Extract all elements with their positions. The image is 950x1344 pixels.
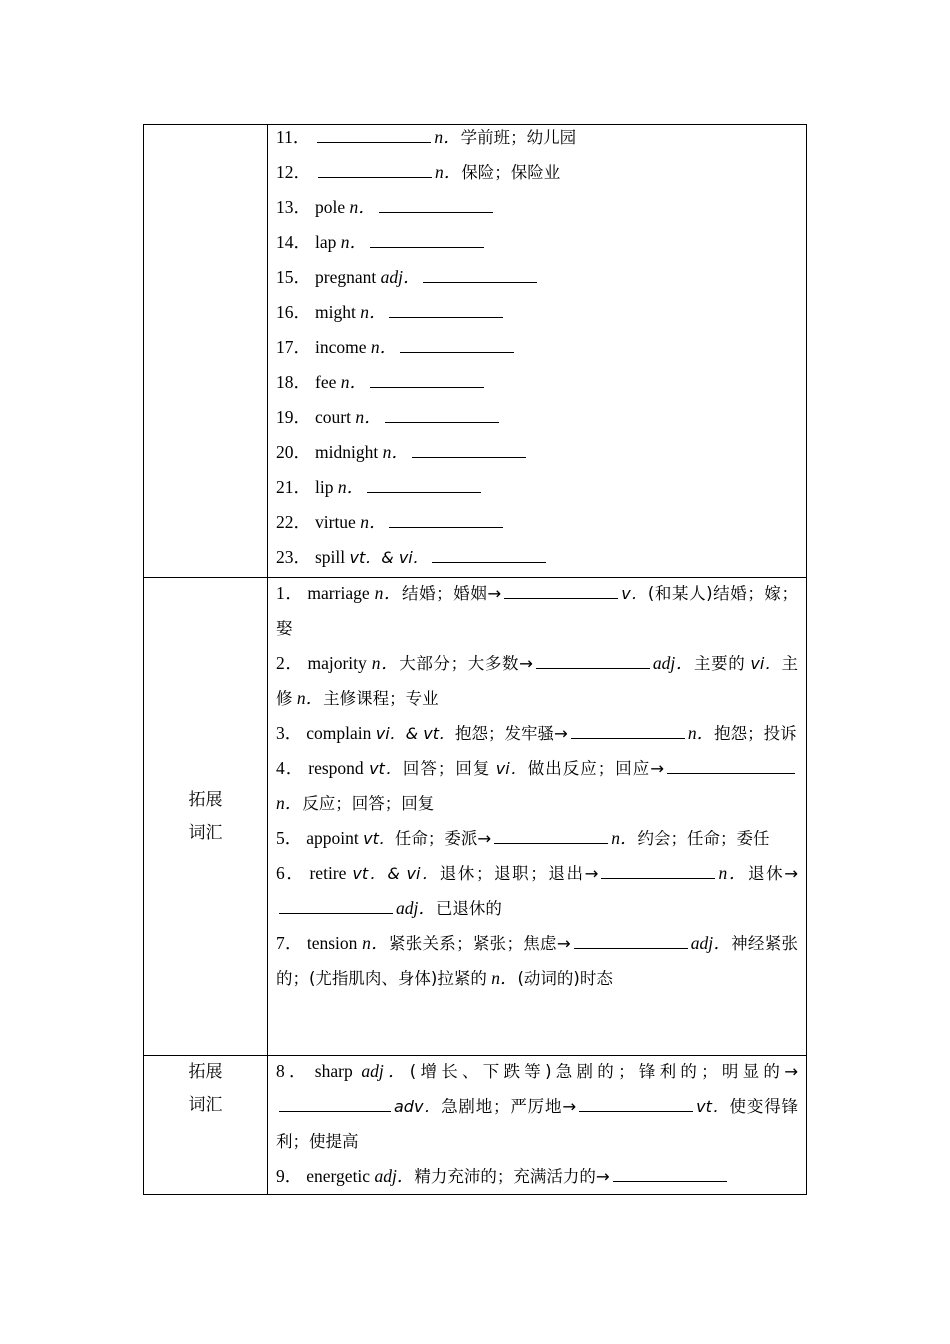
list-item: 14． lap n． [276,225,798,260]
list-item: 8． sharp adj．(增长、下跌等)急剧的；锋利的；明显的→adv．急剧地；严厉地→ vt．使变得锋利；使提高 [276,1061,799,1151]
section-label: 词汇 [188,822,223,843]
list-item: 20． midnight n． [276,435,798,470]
section-label: 词汇 [188,1095,223,1115]
list-item: 19． court n． [276,400,798,435]
answer-blank[interactable] [389,301,503,318]
content-cell [268,1056,807,1195]
section-label-cell [144,578,268,1056]
content-cell [268,578,807,1056]
answer-blank[interactable] [400,336,514,353]
section-label: 拓展 [188,1062,223,1082]
answer-blank[interactable] [601,862,715,879]
vocabulary-table [143,124,807,1195]
answer-blank[interactable] [423,266,537,283]
list-item: 11． n．学前班；幼儿园 [276,127,577,147]
list-item: 16． might n． [276,295,798,330]
list-item: 23． spill vt．& vi． [276,540,798,575]
empty-label-cell [144,125,268,578]
answer-blank[interactable] [379,196,493,213]
list-item: 6． retire vt．& vi．退休；退职；退出→ n．退休→adj．已退休的 [276,863,799,918]
list-item: 18． fee n． [276,365,798,400]
section-label: 拓展 [188,789,223,810]
answer-blank[interactable] [579,1095,693,1112]
list-item: 7． tension n．紧张关系；紧张；焦虑→ adj．神经紧张的；(尤指肌肉、身体)拉紧的 n．(动词的)时态 [276,933,799,988]
list-item: 13． pole n． [276,190,798,225]
table-row [144,125,807,578]
list-item: 9． energetic adj．精力充沛的；充满活力的→ [276,1159,798,1194]
answer-blank[interactable] [389,511,503,528]
answer-blank[interactable] [494,827,608,844]
list-item: 21． lip n． [276,470,798,505]
list-item: 1． marriage n．结婚；婚姻→ v．(和某人)结婚；嫁；娶 [276,583,799,638]
list-item: 3． complain vi．& vt．抱怨；发牢骚→ n．抱怨；投诉 [276,723,797,743]
list-item: 4． respond vt．回答；回复 vi．做出反应；回应→n．反应；回答；回复 [276,751,798,821]
answer-blank[interactable] [370,231,484,248]
answer-blank[interactable] [370,371,484,388]
answer-blank[interactable] [536,652,650,669]
answer-blank[interactable] [317,126,431,143]
content-cell [268,125,807,578]
list-item: 2． majority n．大部分；大多数→ adj．主要的 vi．主修 n．主修课程；专业 [276,653,799,708]
answer-blank[interactable] [279,1095,391,1112]
list-item: 22． virtue n． [276,505,798,540]
answer-blank[interactable] [279,897,393,914]
section-label-cell [144,1056,268,1195]
answer-blank[interactable] [367,476,481,493]
answer-blank[interactable] [571,722,685,739]
list-item: 5． appoint vt．任命；委派→ n．约会；任命；委任 [276,828,770,848]
answer-blank[interactable] [412,441,526,458]
list-item: 15． pregnant adj． [276,260,798,295]
list-item: 12． n．保险；保险业 [276,162,561,182]
answer-blank[interactable] [667,757,795,774]
table-row [144,578,807,1056]
answer-blank[interactable] [432,546,546,563]
answer-blank[interactable] [613,1165,727,1182]
answer-blank[interactable] [574,932,688,949]
answer-blank[interactable] [385,406,499,423]
answer-blank[interactable] [504,582,618,599]
list-item: 17． income n． [276,330,798,365]
table-row [144,1056,807,1195]
answer-blank[interactable] [318,161,432,178]
